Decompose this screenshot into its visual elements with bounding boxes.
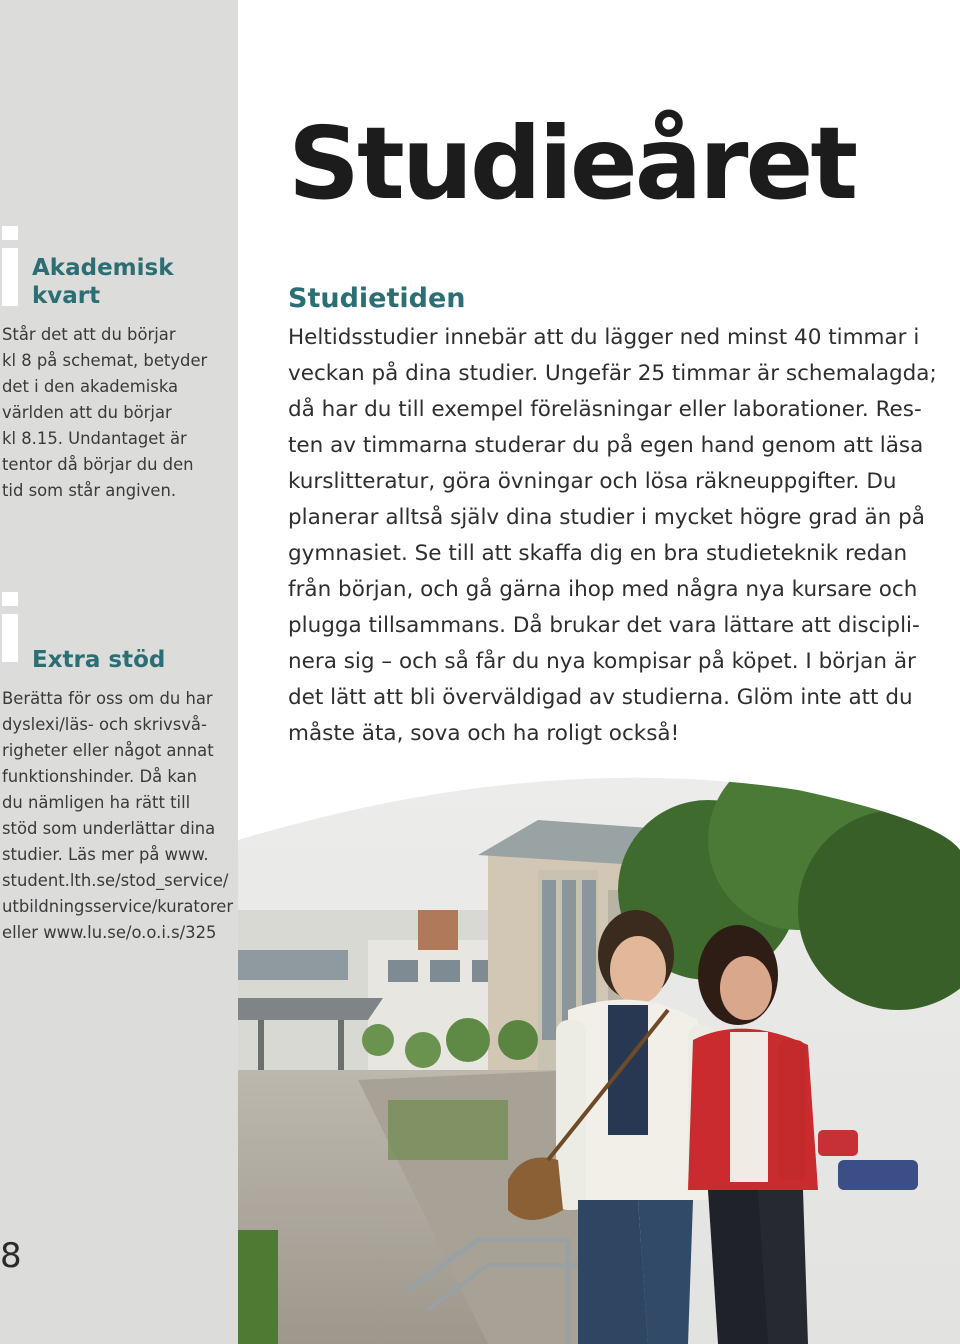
campus-photo	[238, 770, 960, 1344]
page-number: 8	[0, 1236, 22, 1276]
info-title: Akademisk kvart	[32, 255, 174, 309]
body-text: Heltidsstudier innebär att du lägger ned minst 40 timmar i veckan på dina studier. Ungefär 25 timmar är schemalagda; då har du till exempel föreläsningar eller laborationer. Res- ten av timmarna studerar du på egen hand genom att läsa kurslitteratur, göra övningar och lösa räkneuppgifter. Du planerar alltså själv dina studier i mycket högre grad än på gymnasiet. Se till att skaffa dig en bra studieteknik redan från början, och gå gärna ihop med några nya kursare och plugga tillsammans. Då brukar det vara lättare att discipli- nera sig – och så får du nya kompisar på köpet. I början är det lätt att bli överväldigad av studierna. Glöm inte att du måste äta, sova och ha roligt också!	[288, 325, 937, 746]
section-heading: Studietiden	[288, 283, 466, 314]
page-title: Studieåret	[288, 105, 856, 222]
info-text: Står det att du börjar kl 8 på schemat, betyder det i den akademiska världen att du börjar kl 8.15. Undantaget är tentor då börjar du den tid som står angiven.	[2, 325, 208, 500]
info-text: Berätta för oss om du har dyslexi/läs- och skrivsvå- righeter eller något annat funktionshinder. Då kan du nämligen ha rätt till stöd som underlättar dina studier. Läs mer på www. student.lth.se/stod_service/ utbildningsservice/kuratorer eller www.lu.se/o.o.i.s/325	[2, 689, 234, 942]
info-title: Extra stöd	[32, 647, 166, 673]
sidebar	[0, 0, 238, 1344]
